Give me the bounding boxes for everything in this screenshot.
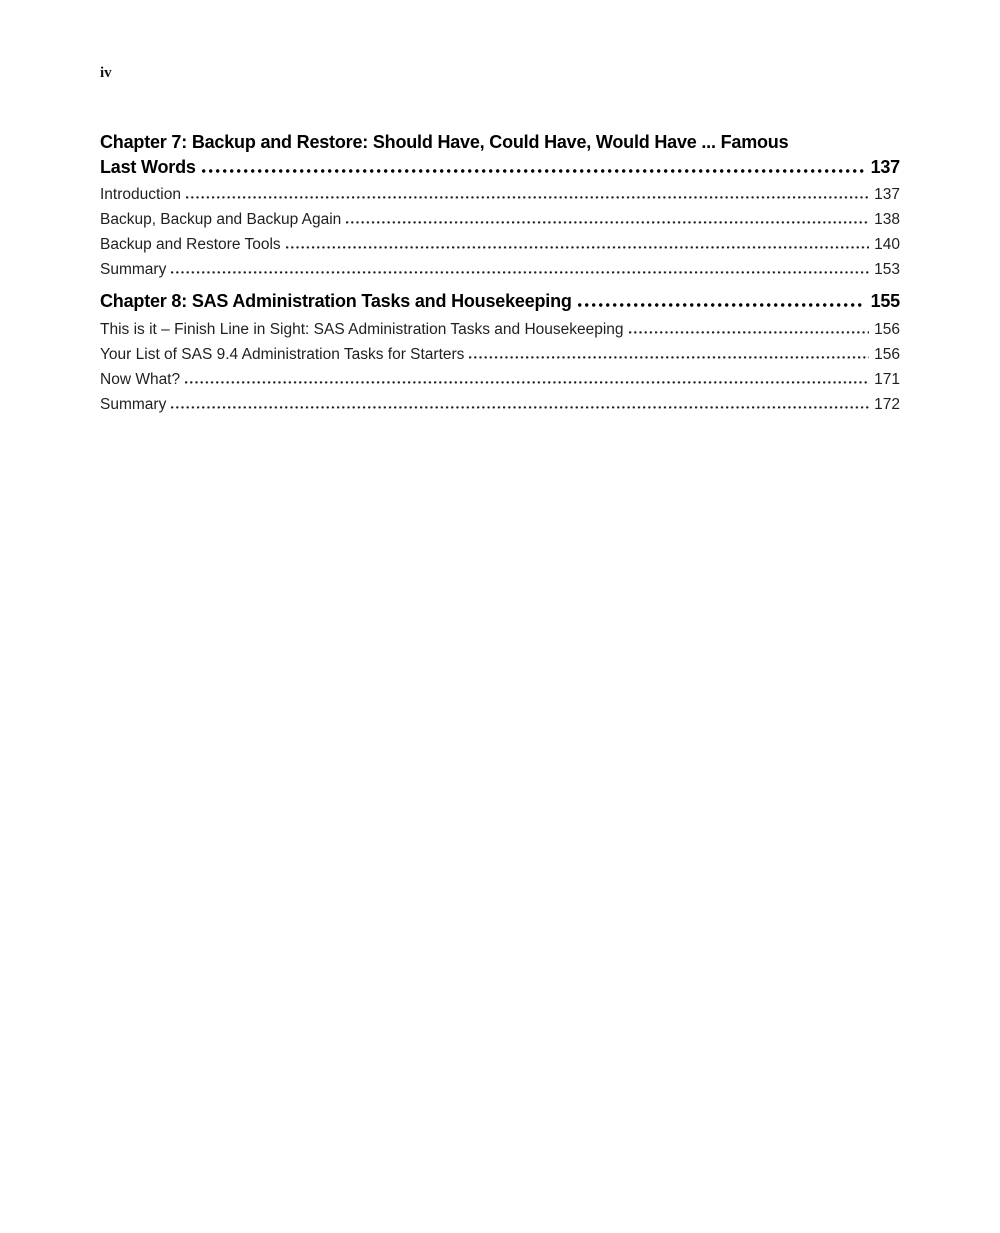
toc-entry-title: Your List of SAS 9.4 Administration Tasks for Starters xyxy=(100,345,465,363)
page-ref: 172 xyxy=(874,395,900,413)
page-ref: 155 xyxy=(870,290,900,311)
toc-entry-title: Summary xyxy=(100,260,167,278)
page-ref: 156 xyxy=(874,345,900,363)
toc-entry-title: Introduction xyxy=(100,185,181,203)
toc-entry xyxy=(100,182,900,207)
toc-entry-title: This is it – Finish Line in Sight: SAS Administration Tasks and Housekeeping xyxy=(100,320,624,338)
chapter-7-heading xyxy=(100,131,900,179)
page-number-folio: iv xyxy=(100,65,112,81)
page-ref: 156 xyxy=(874,320,900,338)
chapter-title-line-1: Chapter 7: Backup and Restore: Should Have, Could Have, Would Have ... Famous xyxy=(100,132,789,152)
page-ref: 153 xyxy=(874,260,900,278)
table-of-contents xyxy=(100,131,900,417)
toc-entry xyxy=(100,207,900,232)
toc-entry-title: Now What? xyxy=(100,370,181,388)
page-ref: 138 xyxy=(874,210,900,228)
toc-entry-title: Summary xyxy=(100,395,167,413)
page-ref: 137 xyxy=(874,185,900,203)
toc-entry-title: Backup, Backup and Backup Again xyxy=(100,210,342,228)
toc-entry xyxy=(100,232,900,257)
chapter-title-line-2-row xyxy=(100,155,900,179)
toc-entry xyxy=(100,317,900,342)
page-ref: 171 xyxy=(874,370,900,388)
toc-entry xyxy=(100,392,900,417)
toc-entry xyxy=(100,342,900,367)
toc-entry xyxy=(100,257,900,282)
toc-entry-title: Backup and Restore Tools xyxy=(100,235,281,253)
chapter-title-line-1: Chapter 8: SAS Administration Tasks and Housekeeping xyxy=(100,290,572,311)
chapter-title-line-2: Last Words xyxy=(100,156,196,177)
page-ref: 140 xyxy=(874,235,900,253)
page-ref: 137 xyxy=(870,156,900,177)
toc-entry xyxy=(100,367,900,392)
chapter-8-heading xyxy=(100,289,900,313)
